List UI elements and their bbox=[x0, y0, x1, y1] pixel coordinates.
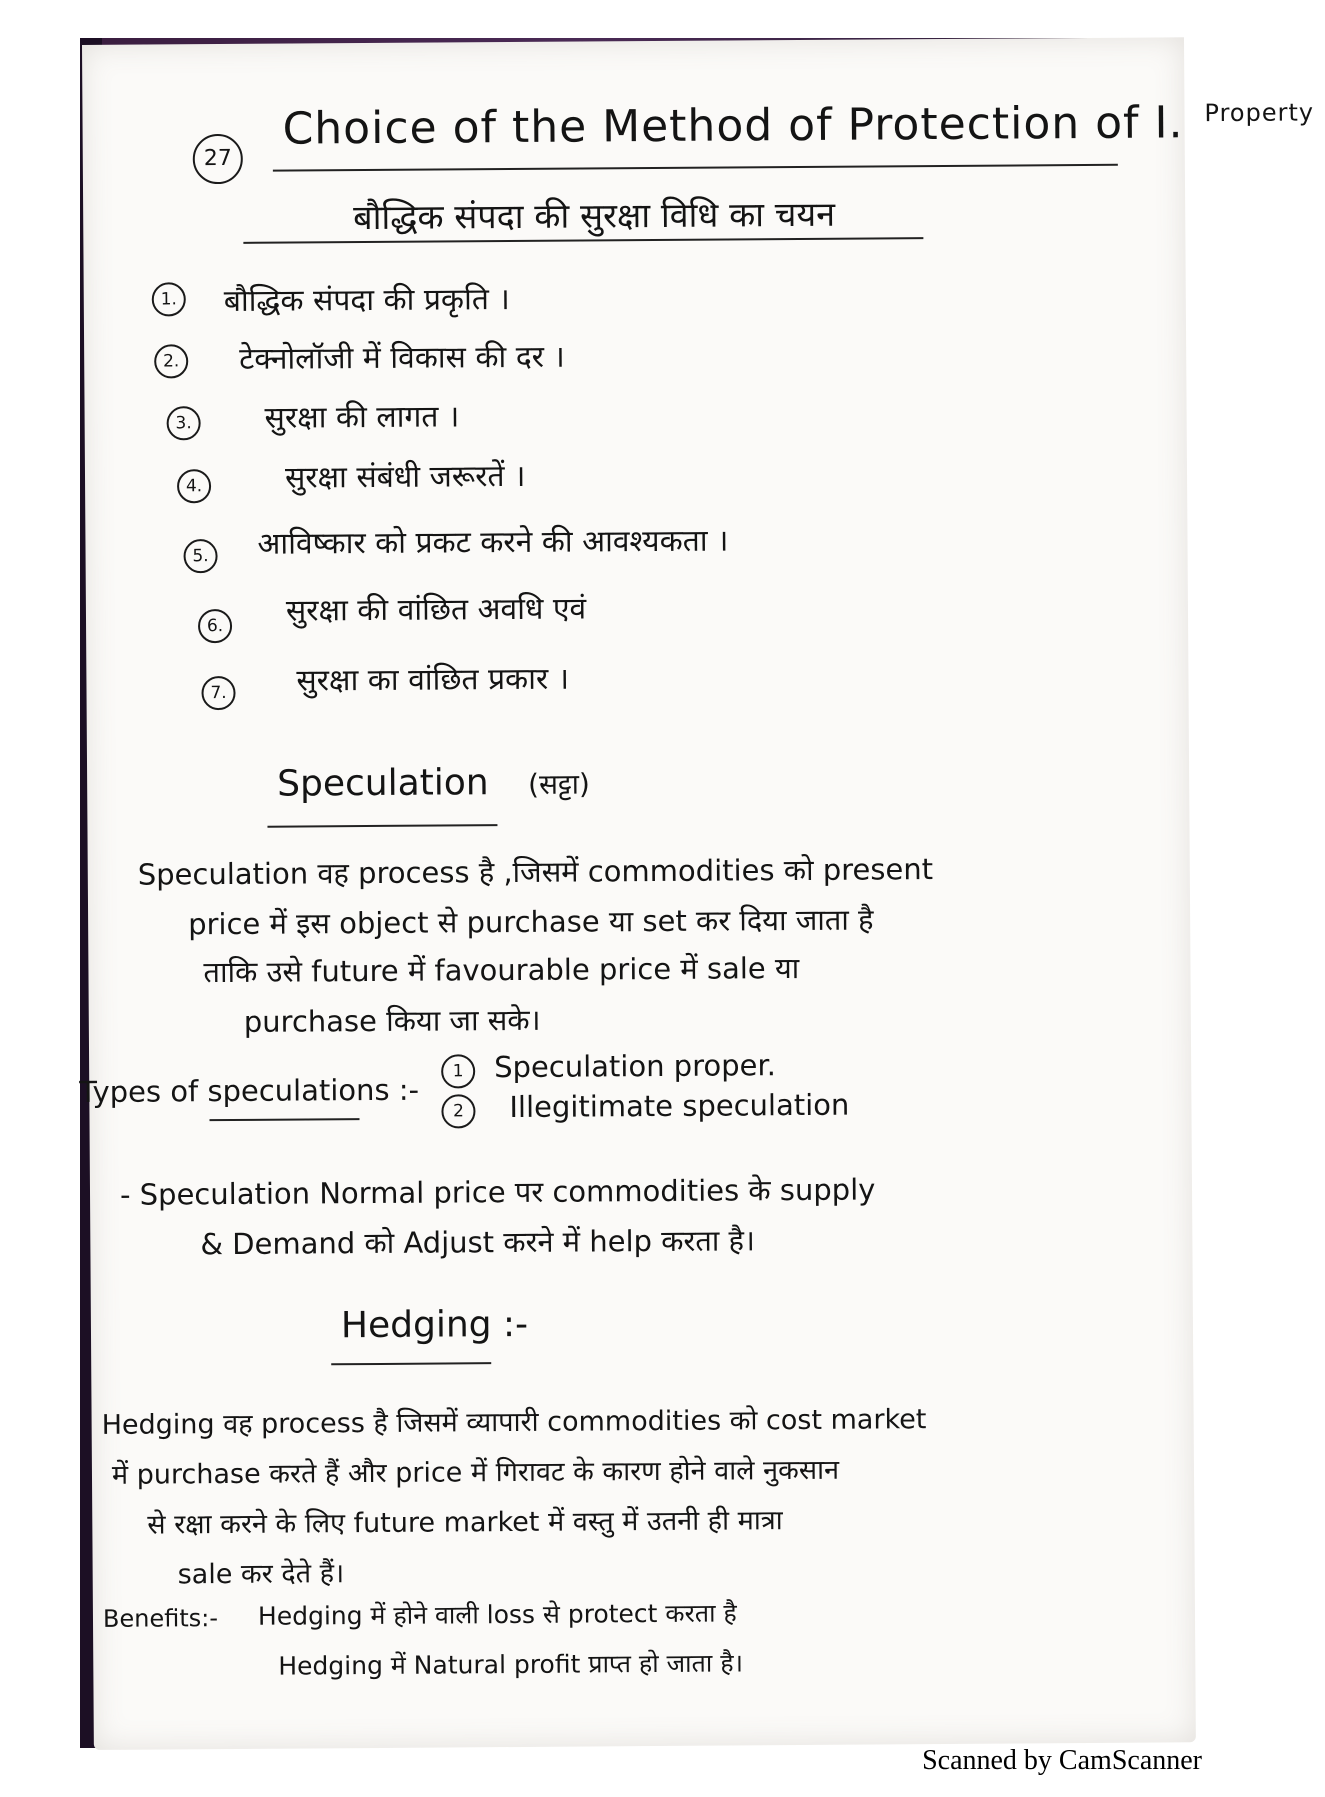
factor-number: 7. bbox=[201, 676, 235, 710]
types-label: Types of speculations :- bbox=[79, 1072, 420, 1110]
speculation-note-line: - Speculation Normal price पर commodities के supply bbox=[119, 1172, 876, 1212]
types-underline bbox=[210, 1118, 360, 1121]
factor-number: 1. bbox=[152, 282, 186, 316]
type-number: 2 bbox=[441, 1094, 475, 1128]
speculation-heading bbox=[277, 761, 590, 804]
scanner-watermark: Scanned by CamScanner bbox=[922, 1745, 1202, 1776]
factor-number: 4. bbox=[177, 469, 211, 503]
factor-item: सुरक्षा की वांछित अवधि एवं bbox=[285, 591, 587, 629]
hedging-line: Hedging वह process है जिसमें व्यापारी commodities को cost market bbox=[101, 1404, 927, 1441]
title-text: Choice of the Method of Protection of I. bbox=[282, 97, 1184, 155]
title-underline bbox=[273, 164, 1118, 172]
speculation-line: price में इस object से purchase या set कर दिया जाता है bbox=[188, 902, 874, 942]
speculation-underline bbox=[267, 824, 497, 828]
speculation-line: ताकि उसे future में favourable price में sale या bbox=[203, 951, 800, 990]
hedging-heading: Hedging :- bbox=[340, 1303, 529, 1347]
speculation-line: Speculation वह process है ,जिसमें commodities को present bbox=[137, 852, 934, 892]
hedging-line: में purchase करते हैं और price में गिरावट के कारण होने वाले नुकसान bbox=[111, 1454, 840, 1491]
factor-number: 5. bbox=[183, 539, 217, 573]
hedging-underline bbox=[331, 1362, 491, 1365]
factor-number: 3. bbox=[167, 406, 201, 440]
subtitle-underline bbox=[243, 237, 923, 244]
hedging-line: से रक्षा करने के लिए future market में वस्तु में उतनी ही मात्रा bbox=[147, 1505, 783, 1541]
benefit-item: Hedging में Natural profit प्राप्त हो जाता है। bbox=[278, 1648, 744, 1681]
question-number: 27 bbox=[193, 134, 243, 184]
factor-number: 6. bbox=[198, 609, 232, 643]
speculation-hindi: (सट्टा) bbox=[527, 767, 590, 801]
type-item: Speculation proper. bbox=[494, 1048, 777, 1085]
page-title bbox=[282, 96, 1314, 154]
factor-item: बौद्धिक संपदा की प्रकृति । bbox=[223, 282, 510, 320]
type-item: Illegitimate speculation bbox=[509, 1087, 850, 1125]
hindi-subtitle: बौद्धिक संपदा की सुरक्षा विधि का चयन bbox=[353, 194, 836, 239]
factor-item: सुरक्षा का वांछित प्रकार । bbox=[296, 661, 570, 699]
notebook-page bbox=[79, 37, 1315, 1750]
benefits-label: Benefits:- bbox=[102, 1604, 219, 1633]
factor-item: सुरक्षा की लागत । bbox=[264, 399, 460, 436]
factor-number: 2. bbox=[154, 344, 188, 378]
benefit-item: Hedging में होने वाली loss से protect करता है bbox=[257, 1598, 737, 1631]
title-suffix: Property bbox=[1204, 98, 1315, 128]
type-number: 1 bbox=[441, 1054, 475, 1088]
speculation-title: Speculation bbox=[277, 762, 489, 805]
hedging-line: sale कर देते हैं। bbox=[177, 1558, 345, 1591]
factor-item: टेक्नोलॉजी में विकास की दर । bbox=[239, 339, 565, 377]
speculation-note-line: & Demand को Adjust करने में help करता है। bbox=[200, 1223, 756, 1262]
speculation-line: purchase किया जा सके। bbox=[243, 1002, 541, 1039]
factor-item: आविष्कार को प्रकट करने की आवश्यकता । bbox=[257, 523, 729, 562]
factor-item: सुरक्षा संबंधी जरूरतें । bbox=[284, 458, 526, 496]
